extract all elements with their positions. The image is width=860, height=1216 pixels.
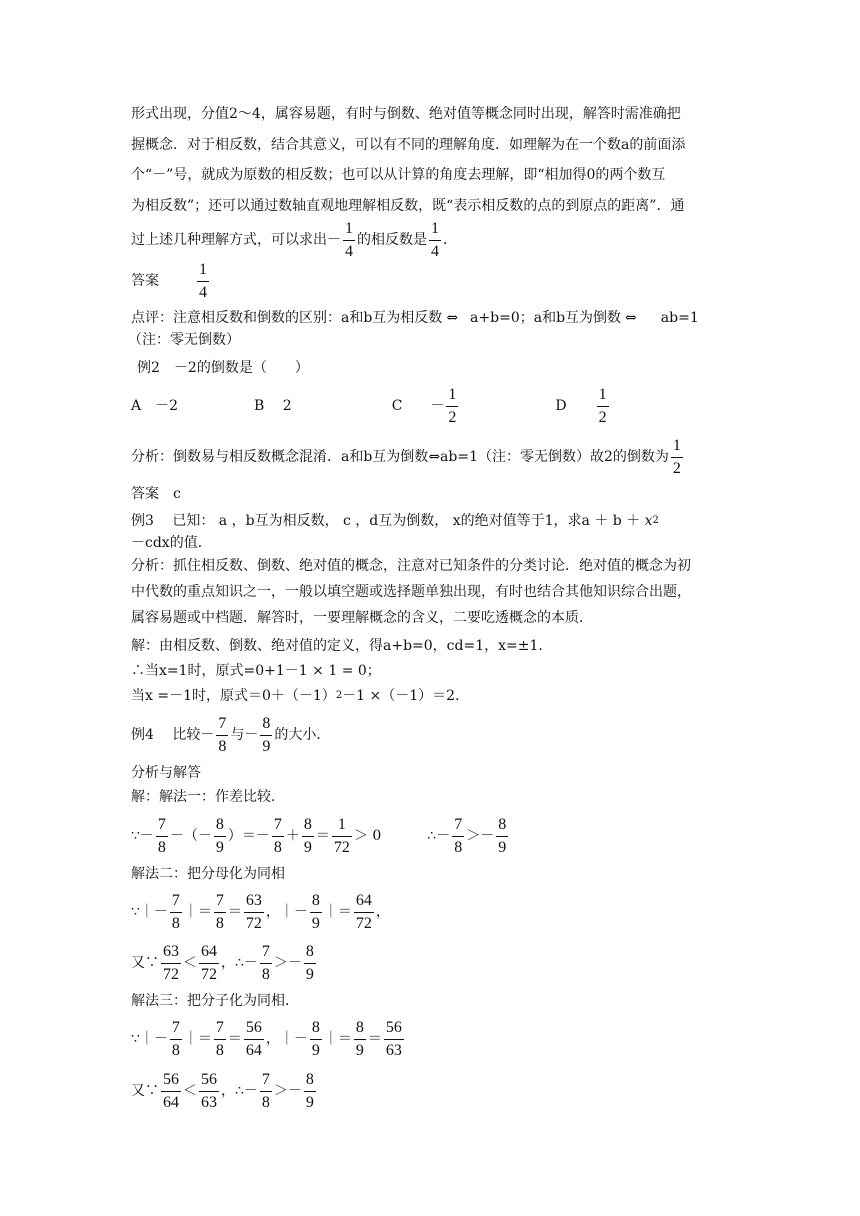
example-title: 例2 －2的倒数是（ ） bbox=[137, 360, 309, 376]
fraction: $\frac{1}{4}$ bbox=[431, 219, 439, 260]
math: ）＝－ bbox=[227, 828, 270, 844]
answer-value: c bbox=[173, 486, 181, 502]
equation-line bbox=[131, 940, 760, 986]
text-line: 握概念．对于相反数，结合其意义，可以有不同的理解角度．如理解为在一个数a的前面添 bbox=[131, 137, 686, 153]
math: ∵－ bbox=[131, 828, 154, 844]
math: ∴－ bbox=[235, 955, 258, 971]
note-line bbox=[131, 308, 760, 328]
fraction: $\frac{1}{4}$ bbox=[345, 219, 353, 260]
math: ＝ bbox=[367, 1031, 382, 1047]
answer-label: 答案 bbox=[131, 486, 159, 502]
text: ab=1（注：零无倒数）故2的倒数为 bbox=[440, 449, 669, 465]
fraction: $\frac{8}{9}$ bbox=[303, 815, 312, 856]
text-line: 解法三：把分子化为同相． bbox=[131, 993, 299, 1009]
math: ＞－ bbox=[273, 1083, 302, 1099]
math: ＞－ bbox=[466, 828, 495, 844]
fraction: $\frac{8}{9}$ bbox=[498, 815, 507, 856]
text-line: 中代数的重点知识之一，一般以填空题或选择题单独出现，有时也结合其他知识综合出题， bbox=[131, 584, 691, 600]
text: 的相反数是 bbox=[357, 232, 427, 248]
text: 与－ bbox=[230, 727, 259, 743]
fraction: $\frac{56}{63}$ bbox=[385, 1018, 402, 1059]
math: ＞－ bbox=[273, 955, 302, 971]
answer-line bbox=[131, 261, 760, 301]
text: 点评：注意相反数和倒数的区别：a和b互为相反数 bbox=[131, 310, 443, 326]
text: 当x =－1时，原式＝0＋（－1） bbox=[131, 688, 336, 704]
math: ， bbox=[375, 904, 390, 920]
math: ｜＝ bbox=[183, 904, 212, 920]
math: ，｜－ bbox=[265, 904, 308, 920]
example-title bbox=[131, 715, 760, 755]
math: ｜＝ bbox=[323, 904, 352, 920]
fraction: $\frac{63}{72}$ bbox=[245, 891, 262, 932]
text: －1 ×（－1）＝2． bbox=[342, 688, 470, 704]
fraction: $\frac{56}{63}$ bbox=[201, 1070, 217, 1111]
fraction: $\frac{8}{9}$ bbox=[355, 1018, 364, 1059]
fraction: $\frac{7}{8}$ bbox=[171, 891, 180, 932]
example-title bbox=[131, 511, 760, 531]
fraction: $\frac{1}{2}$ bbox=[598, 385, 607, 426]
text: a+b=0；a和b互为倒数 bbox=[470, 310, 622, 326]
option-c: C bbox=[391, 398, 403, 414]
text-line: 形式出现，分值2～4，属容易题，有时与倒数、绝对值等概念同时出现，解答时需准确把 bbox=[131, 106, 681, 122]
math: ∴－ bbox=[235, 1083, 258, 1099]
text: 过上述几种理解方式，可以求出－ bbox=[131, 232, 341, 248]
option-b: B 2 bbox=[254, 398, 292, 414]
minus: － bbox=[430, 398, 445, 414]
math: ∵｜－ bbox=[131, 1031, 168, 1047]
fraction: $\frac{7}{8}$ bbox=[261, 1070, 270, 1111]
fraction: $\frac{7}{8}$ bbox=[157, 815, 166, 856]
text-line: 解：解法一：作差比较． bbox=[131, 789, 285, 805]
text-line bbox=[131, 220, 760, 260]
math: ∴－ bbox=[427, 828, 451, 844]
text-line: 个“－”号，就成为原数的相反数；也可以从计算的角度去理解，即“相加得0的两个数互 bbox=[131, 167, 666, 183]
fraction: $\frac{64}{72}$ bbox=[201, 942, 217, 983]
fraction: $\frac{8}{9}$ bbox=[305, 1070, 314, 1111]
text-line bbox=[131, 686, 760, 706]
math: ∵｜－ bbox=[131, 904, 168, 920]
fraction: $\frac{7}{8}$ bbox=[454, 815, 463, 856]
math: ＜ bbox=[183, 955, 197, 971]
fraction: $\frac{8}{9}$ bbox=[311, 891, 320, 932]
text-line: －cdx的值． bbox=[131, 535, 212, 551]
fraction: $\frac{7}{8}$ bbox=[218, 714, 227, 755]
text-line: ∴当x=1时，原式=0+1－1 × 1 = 0； bbox=[131, 663, 381, 679]
analysis-line bbox=[131, 437, 760, 477]
math: ＝ bbox=[227, 904, 242, 920]
text-line: 为相反数”；还可以通过数轴直观地理解相反数，既“表示相反数的点的到原点的距离”．通 bbox=[131, 198, 685, 214]
equation-line bbox=[131, 1068, 760, 1114]
math: ＜ bbox=[183, 1083, 197, 1099]
math: －（－ bbox=[169, 828, 212, 844]
exponent: 2 bbox=[335, 690, 343, 701]
fraction: $\frac{8}{9}$ bbox=[305, 942, 314, 983]
fraction: $\frac{1}{2}$ bbox=[672, 436, 681, 477]
answer-label: 答案 bbox=[131, 273, 159, 289]
math: ｜＝ bbox=[323, 1031, 352, 1047]
math: ＝ bbox=[315, 828, 330, 844]
math: ＋ bbox=[285, 828, 300, 844]
answer-line bbox=[131, 484, 760, 504]
equation-line bbox=[131, 813, 760, 859]
fraction: $\frac{7}{8}$ bbox=[215, 1018, 224, 1059]
fraction: $\frac{8}{9}$ bbox=[311, 1018, 320, 1059]
text-line: 分析与解答 bbox=[131, 765, 201, 781]
text: 例4 比较－ bbox=[131, 727, 215, 743]
math: ＞ 0 bbox=[353, 828, 382, 844]
fraction: $\frac{8}{9}$ bbox=[215, 815, 224, 856]
math: 又∵ bbox=[131, 955, 159, 971]
text: ． bbox=[443, 232, 457, 248]
fraction: $\frac{7}{8}$ bbox=[171, 1018, 180, 1059]
math: ， bbox=[221, 955, 235, 971]
text-line: （注：零无倒数） bbox=[128, 332, 240, 348]
fraction: $\frac{7}{8}$ bbox=[215, 891, 224, 932]
equation-line bbox=[131, 889, 760, 935]
exponent: 2 bbox=[652, 515, 659, 526]
math: ＝ bbox=[227, 1031, 242, 1047]
fraction: $\frac{8}{9}$ bbox=[262, 714, 271, 755]
text: 例3 已知： a ，b互为相反数， c ，d互为倒数， x的绝对值等于1，求a ＋ b ＋ bbox=[131, 513, 645, 529]
fraction: $\frac{64}{72}$ bbox=[355, 891, 372, 932]
text-line: 解法二：把分母化为同相 bbox=[131, 866, 285, 882]
fraction: $\frac{1}{4}$ bbox=[199, 260, 207, 301]
options-line bbox=[131, 386, 760, 426]
math: 又∵ bbox=[131, 1083, 159, 1099]
text: 分析：倒数易与相反数概念混淆．a和b互为倒数 bbox=[131, 449, 429, 465]
iff-symbol: ⇔ bbox=[625, 310, 637, 326]
fraction: $\frac{56}{64}$ bbox=[163, 1070, 179, 1111]
fraction: $\frac{1}{72}$ bbox=[333, 815, 350, 856]
option-a: A －2 bbox=[131, 398, 179, 414]
text-line: 分析：抓住相反数、倒数、绝对值的概念，注意对已知条件的分类讨论．绝对值的概念为初 bbox=[131, 558, 691, 574]
fraction: $\frac{56}{64}$ bbox=[245, 1018, 262, 1059]
fraction: $\frac{1}{2}$ bbox=[448, 385, 457, 426]
text: ab=1 bbox=[660, 310, 699, 326]
text-line: 属容易题或中档题．解答时，一要理解概念的含义，二要吃透概念的本质． bbox=[131, 610, 593, 626]
math: ，｜－ bbox=[265, 1031, 308, 1047]
fraction: $\frac{7}{8}$ bbox=[261, 942, 270, 983]
option-d: D bbox=[555, 398, 567, 414]
math: ， bbox=[221, 1083, 235, 1099]
fraction: $\frac{63}{72}$ bbox=[163, 942, 179, 983]
math: ｜＝ bbox=[183, 1031, 212, 1047]
text: 的大小． bbox=[274, 727, 331, 743]
equation-line bbox=[131, 1016, 760, 1062]
iff-symbol: ⇔ bbox=[428, 449, 441, 465]
var-x: x bbox=[644, 513, 653, 529]
fraction: $\frac{7}{8}$ bbox=[273, 815, 282, 856]
text-line: 解：由相反数、倒数、绝对值的定义，得a+b=0，cd=1，x=±1． bbox=[131, 638, 553, 654]
iff-symbol: ⇔ bbox=[446, 310, 459, 326]
